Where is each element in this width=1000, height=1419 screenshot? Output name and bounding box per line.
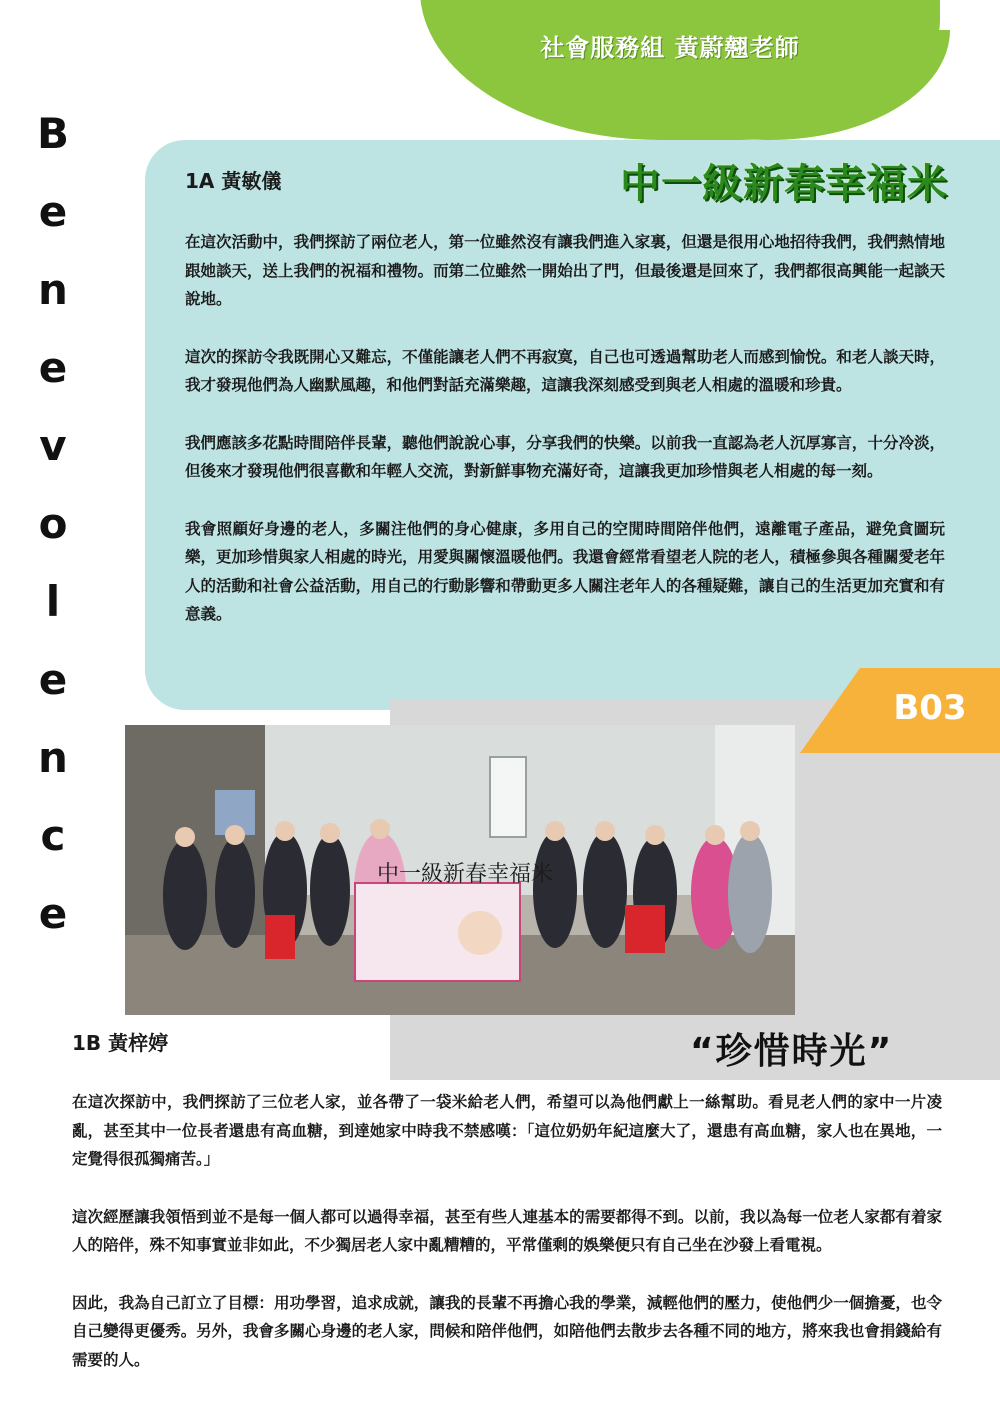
side-letter: e — [38, 343, 68, 392]
photo-caption: 中一級新春幸福米 — [376, 862, 553, 887]
side-letter: e — [38, 187, 68, 236]
side-letter: o — [38, 499, 68, 548]
section-1a-paragraph: 這次的探訪令我既開心又難忘，不僅能讓老人們不再寂寞，自己也可透過幫助老人而感到愉悅。和老人談天時，我才發現他們為人幽默風趣，和他們對話充滿樂趣，這讓我深刻感受到與老人相處的溫暖和珍貴。 — [185, 347, 945, 394]
side-letter: e — [38, 655, 68, 704]
group-photo — [125, 725, 795, 1015]
side-letter: n — [38, 265, 68, 314]
side-word-benevolence — [30, 95, 76, 953]
page-title: 中一級新春幸福米 — [620, 161, 948, 207]
section-1a-paragraph: 我們應該多花點時間陪伴長輩，聽他們說說心事，分享我們的快樂。以前我一直認為老人沉厚寡言，十分冷淡，但後來才發現他們很喜歡和年輕人交流，對新鮮事物充滿好奇，這讓我更加珍惜與老人相處的每一刻。 — [185, 433, 945, 480]
section-1b-paragraph: 在這次探訪中，我們探訪了三位老人家，並各帶了一袋米給老人們，希望可以為他們獻上一絲幫助。看見老人們的家中一片凌亂，甚至其中一位長者還患有高血糖，到達她家中時我不禁感嘆：「這位奶奶年紀這麼大了，還患有高血糖，家人也在異地，一定覺得很孤獨痛苦。」 — [72, 1093, 942, 1168]
section-1b-paragraph: 因此，我為自己訂立了目標：用功學習，追求成就，讓我的長輩不再擔心我的學業，減輕他們的壓力，使他們少一個擔憂，也令自己變得更優秀。另外，我會多關心身邊的老人家，問候和陪伴他們，如陪他們去散步去各種不同的地方，將來我也會捐錢給有需要的人。 — [72, 1293, 942, 1369]
page-code-badge: B03 — [893, 688, 967, 728]
section-1b-paragraph: 這次經歷讓我領悟到並不是每一個人都可以過得幸福，甚至有些人連基本的需要都得不到。以前，我以為每一位老人家都有着家人的陪伴，殊不知事實並非如此，不少獨居老人家中亂糟糟的，平常僅剩的娛樂便只有自己坐在沙發上看電視。 — [72, 1207, 942, 1254]
side-letter: c — [40, 811, 66, 860]
header-teacher-name: 社會服務組 黃蔚翹老師 — [540, 34, 800, 62]
section-1b-student-name: 1B 黃梓婷 — [72, 1031, 169, 1055]
section-1a-paragraph: 在這次活動中，我們探訪了兩位老人，第一位雖然沒有讓我們進入家裏，但還是很用心地招待我們，我們熱情地跟她談天，送上我們的祝福和禮物。而第二位雖然一開始出了門，但最後還是回來了，我們都很高興能一起談天說地。 — [185, 233, 945, 308]
section-1a-body — [185, 228, 945, 658]
section-1b-body — [72, 1088, 942, 1403]
side-letter: v — [39, 421, 67, 470]
section-1a-student-name: 1A 黃敏儀 — [185, 169, 282, 193]
side-letter: l — [45, 577, 61, 626]
side-letter: B — [36, 109, 69, 158]
side-letter: e — [38, 889, 68, 938]
side-letter: n — [38, 733, 68, 782]
section-1a-paragraph: 我會照顧好身邊的老人，多關注他們的身心健康，多用自己的空閒時間陪伴他們，遠離電子產品，避免貪圖玩樂，更加珍惜與家人相處的時光，用愛與關懷溫暖他們。我還會經常看望老人院的老人，積極參與各種關愛老年人的活動和社會公益活動，用自己的行動影響和帶動更多人關注老年人的各種疑難，讓自己的生活更加充實和有意義。 — [185, 519, 945, 623]
section-1b-quote-title: “珍惜時光” — [690, 1031, 894, 1072]
